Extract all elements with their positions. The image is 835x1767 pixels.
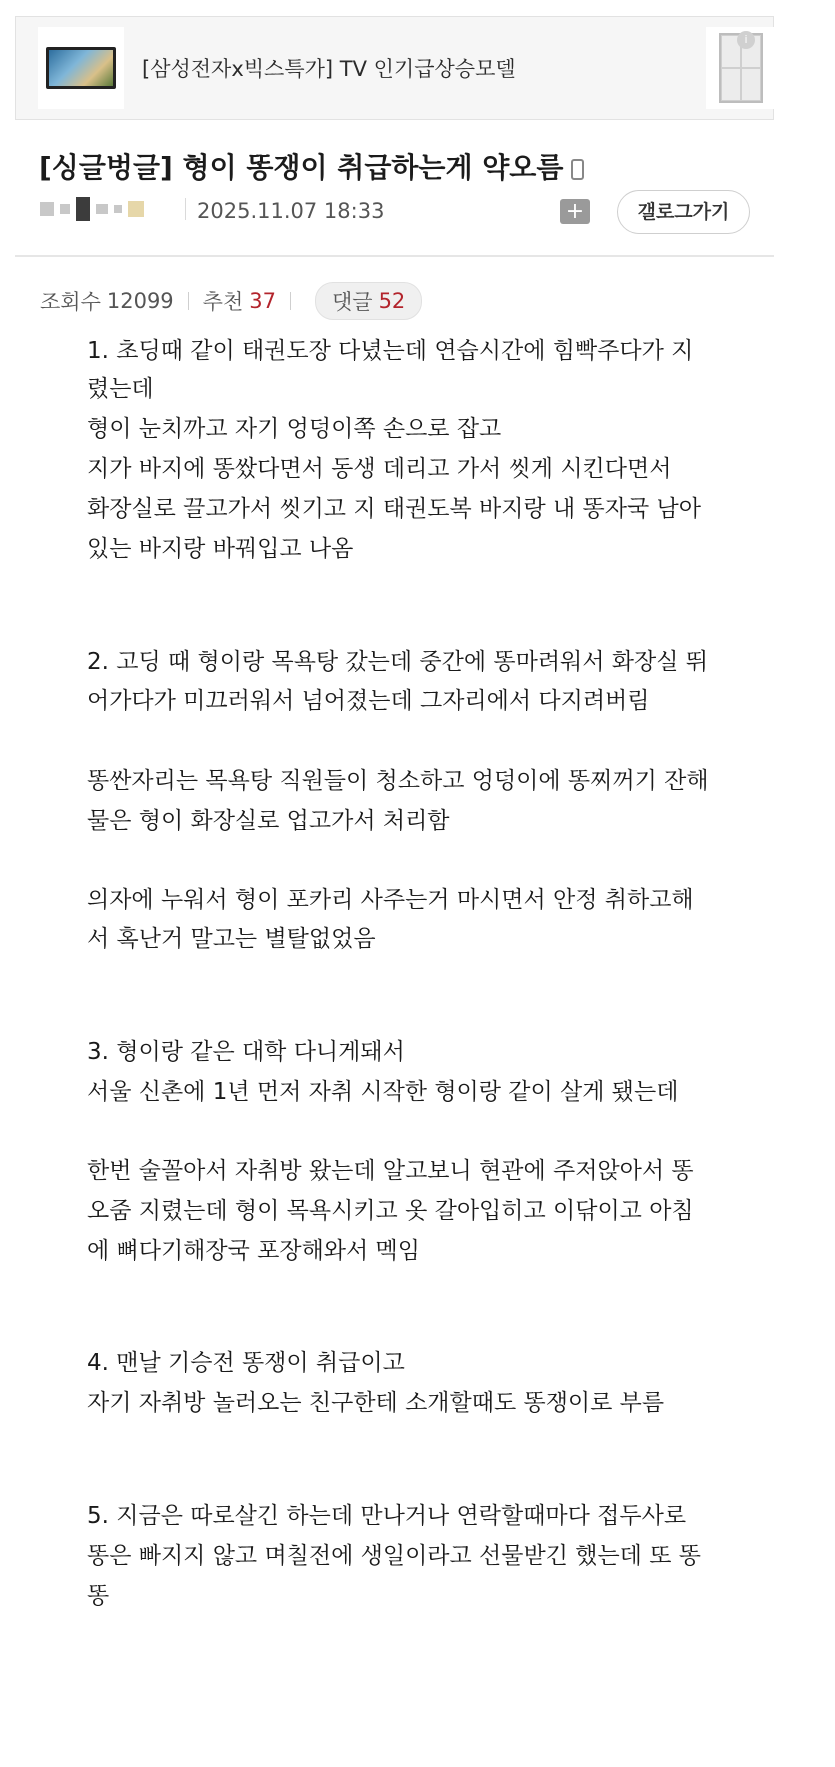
body-line: 한번 술꼴아서 자취방 왔는데 알고보니 현관에 주저앉아서 똥 [87, 1158, 694, 1184]
body-line: 똥은 빠지지 않고 며칠전에 생일이라고 선물받긴 했는데 또 똥 [87, 1543, 701, 1569]
folder-add-icon[interactable]: + [560, 199, 590, 224]
ad-title[interactable]: [삼성전자x빅스특가] TV 인기급상승모델 [142, 57, 516, 81]
body-line: 1. 초딩때 같이 태권도장 다녔는데 연습시간에 힘빡주다가 지 [87, 338, 694, 364]
body-line: 자기 자취방 놀러오는 친구한테 소개할때도 똥쟁이로 부름 [87, 1390, 665, 1416]
post-title [39, 146, 584, 186]
body-line: 의자에 누워서 형이 포카리 사주는거 마시면서 안정 취하고해 [87, 887, 694, 913]
recommend-label: 추천 [202, 290, 244, 314]
body-line: 오줌 지렸는데 형이 목욕시키고 옷 갈아입히고 이닦이고 아침 [87, 1198, 694, 1224]
comments-label: 댓글 [331, 290, 373, 314]
author-separator [185, 198, 186, 220]
tv-icon [46, 47, 116, 89]
body-line: 지가 바지에 똥쌌다면서 동생 데리고 가서 씻게 시킨다면서 [87, 456, 672, 482]
body-line: 서 혹난거 말고는 별탈없었음 [87, 926, 376, 952]
header-divider [15, 255, 774, 257]
body-line: 똥 [87, 1583, 110, 1609]
body-line: 화장실로 끌고가서 씻기고 지 태권도복 바지랑 내 똥자국 남아 [87, 496, 701, 522]
views-count: 12099 [106, 289, 174, 313]
body-line: 3. 형이랑 같은 대학 다니게돼서 [87, 1039, 405, 1065]
comments-count: 52 [378, 289, 406, 313]
mobile-icon [571, 159, 584, 180]
views-label: 조회수 [40, 290, 101, 314]
ad-tv-thumbnail[interactable] [38, 27, 124, 109]
body-line: 어가다가 미끄러워서 넘어졌는데 그자리에서 다지려버림 [87, 688, 650, 714]
comments-button[interactable] [315, 282, 422, 320]
gallog-button[interactable]: 갤로그가기 [617, 190, 750, 234]
body-line: 물은 형이 화장실로 업고가서 처리함 [87, 808, 450, 834]
post-stats [40, 282, 422, 320]
ad-info-badge[interactable]: i [737, 31, 755, 49]
post-title-text: [싱글벙글] 형이 똥쟁이 취급하는게 약오름 [39, 151, 564, 184]
body-line: 4. 맨날 기승전 똥쟁이 취급이고 [87, 1350, 405, 1376]
body-line: 형이 눈치까고 자기 엉덩이쪽 손으로 잡고 [87, 416, 502, 442]
body-line: 똥싼자리는 목욕탕 직원들이 청소하고 엉덩이에 똥찌꺼기 잔해 [87, 768, 709, 794]
author-nickname-blurred[interactable] [40, 197, 144, 221]
body-line: 2. 고딩 때 형이랑 목욕탕 갔는데 중간에 똥마려워서 화장실 뛰 [87, 649, 708, 675]
recommend-count: 37 [249, 289, 276, 313]
post-date: 2025.11.07 18:33 [197, 199, 385, 223]
body-line: 서울 신촌에 1년 먼저 자취 시작한 형이랑 같이 살게 됐는데 [87, 1079, 679, 1105]
body-line: 렸는데 [87, 376, 154, 402]
body-line: 있는 바지랑 바꿔입고 나옴 [87, 536, 354, 562]
ad-banner[interactable] [15, 16, 774, 120]
body-line: 5. 지금은 따로살긴 하는데 만나거나 연락할때마다 접두사로 [87, 1503, 687, 1529]
body-line: 에 뼈다기해장국 포장해와서 멕임 [87, 1238, 420, 1264]
